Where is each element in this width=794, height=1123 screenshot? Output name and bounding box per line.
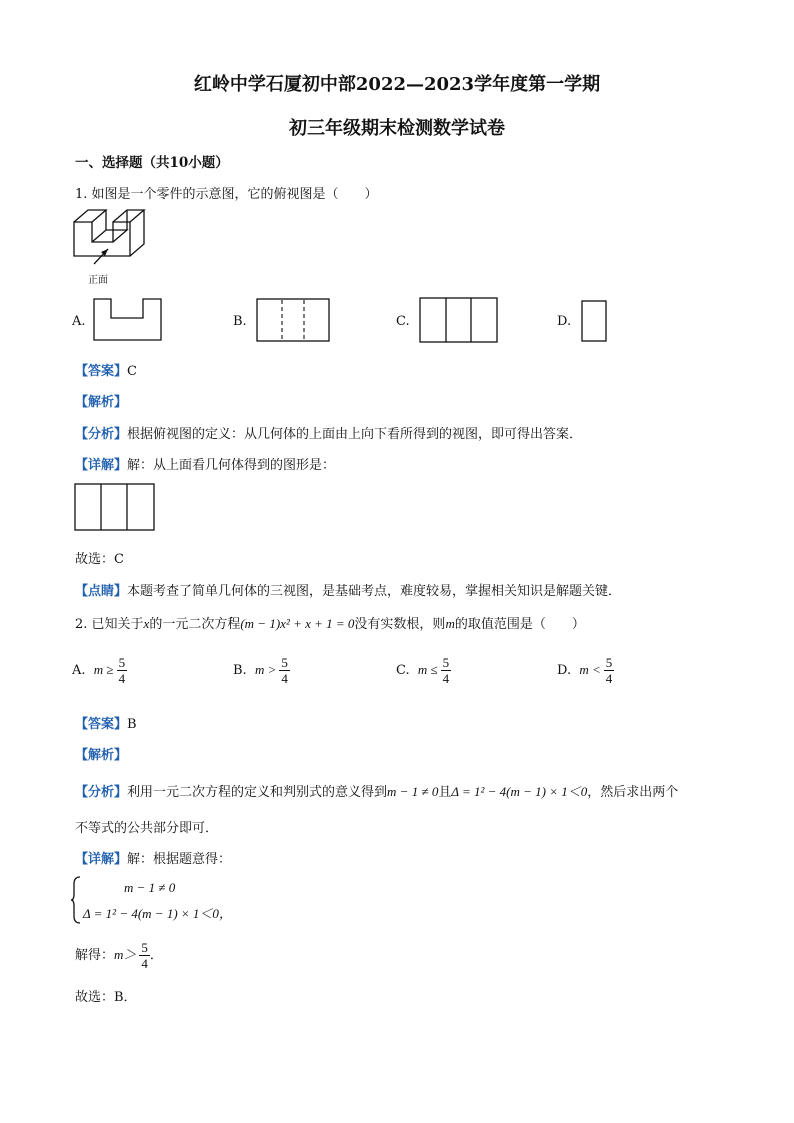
q2-option-a-lhs: m ≥ <box>93 662 114 677</box>
q2-fenxi-tag: 【分析】 <box>75 785 128 800</box>
q2-option-c <box>396 655 451 686</box>
q2-detail-text: 解：根据题意得： <box>127 852 232 867</box>
q2-stem-suffix: 的取值范围是（ ） <box>454 617 585 632</box>
q2-option-d-lhs: m < <box>579 662 601 677</box>
q2-detail <box>75 848 231 867</box>
q1-option-b-figure <box>256 298 331 342</box>
q2-system-line2-text: Δ = 1² − 4(m − 1) × 1＜0 <box>83 906 219 921</box>
q2-fenxi-text-a: 利用一元二次方程的定义和判别式的意义得到 <box>127 785 388 800</box>
q1-option-a-label: A. <box>72 314 86 329</box>
q2-solve-lhs: m＞ <box>114 947 137 962</box>
q2-system-line1: m − 1 ≠ 0 <box>124 880 176 895</box>
q1-part-figure <box>72 208 162 270</box>
q1-comment <box>75 580 621 599</box>
q1-answer-figure <box>74 483 156 531</box>
fraction-numerator: 5 <box>118 655 126 670</box>
q1-comment-text: 本题考查了简单几何体的三视图，是基础考点，难度较易，掌握相关知识是解题关键． <box>127 584 622 599</box>
q1-detail-text: 解：从上面看几何体得到的图形是： <box>127 458 336 473</box>
q2-solve <box>75 940 163 971</box>
q2-answer <box>75 713 137 732</box>
q1-choose: 故选：C <box>75 552 124 567</box>
q2-solve-fraction <box>139 940 150 971</box>
fraction-denominator: 4 <box>605 671 613 686</box>
q2-fenxi-math-2: Δ = 1² − 4(m − 1) × 1＜0 <box>451 784 588 799</box>
q1-option-d-figure <box>581 300 607 342</box>
q1-option-c-label: C. <box>396 314 410 329</box>
q1-stem: 1. 如图是一个零件的示意图，它的俯视图是（ ） <box>75 187 378 202</box>
q2-solve-prefix: 解得： <box>75 948 115 963</box>
q2-answer-tag: 【答案】 <box>75 717 128 732</box>
q2-stem-after-eq: 没有实数根，则 <box>354 617 446 632</box>
q2-choose: 故选：B． <box>75 990 137 1005</box>
q1-detail <box>75 454 335 473</box>
q1-fenxi-tag: 【分析】 <box>75 427 128 442</box>
q1-detail-tag: 【详解】 <box>75 458 128 473</box>
q1-option-a-figure <box>93 298 163 342</box>
q2-stem-var-m: m <box>445 616 455 631</box>
fraction-numerator: 5 <box>281 655 288 670</box>
q2-fenxi-text-b: ，然后求出两个 <box>587 785 679 800</box>
q1-answer <box>75 360 137 379</box>
q1-fenxi-text: 根据俯视图的定义：从几何体的上面由上向下看所得到的视图，即可得出答案． <box>127 427 583 442</box>
fraction-numerator: 5 <box>605 655 613 670</box>
q2-fenxi-math-1: m − 1 ≠ 0 <box>387 784 439 799</box>
q2-option-c-fraction <box>441 655 452 686</box>
q2-option-c-label: C. <box>396 663 410 678</box>
fraction-numerator: 5 <box>141 940 148 955</box>
q2-stem-equation: (m − 1)x² + x + 1 = 0 <box>240 616 355 631</box>
q1-comment-tag: 【点睛】 <box>75 584 128 599</box>
q2-system-line2 <box>83 903 232 922</box>
fraction-denominator: 4 <box>141 956 148 971</box>
q2-system-brace-icon <box>70 876 82 924</box>
q2-option-b-fraction <box>279 655 290 686</box>
q2-solve-end: ． <box>149 948 163 963</box>
q2-system-comma: ， <box>218 906 232 921</box>
q2-analysis-tag: 【解析】 <box>75 748 128 763</box>
exam-title-line2: 初三年级期末检测数学试卷 <box>289 118 505 139</box>
q1-option-d-label: D. <box>557 314 572 329</box>
q2-stem-prefix: 2. 已知关于 <box>75 617 144 632</box>
q2-option-d <box>557 655 614 686</box>
q2-option-b-lhs: m > <box>254 662 277 677</box>
q2-option-b <box>233 655 290 686</box>
q2-option-a-fraction <box>117 655 128 686</box>
q2-stem <box>75 613 585 632</box>
q2-fenxi-line1 <box>75 781 678 800</box>
section-heading: 一、选择题（共10小题） <box>75 155 229 171</box>
q2-fenxi-and: 且 <box>438 785 452 800</box>
q2-detail-tag: 【详解】 <box>75 852 128 867</box>
q1-answer-tag: 【答案】 <box>75 364 128 379</box>
q2-option-a-label: A. <box>72 663 86 678</box>
exam-title-line1: 红岭中学石厦初中部2022—2023学年度第一学期 <box>193 74 601 95</box>
q1-option-b-label: B. <box>233 314 247 329</box>
fraction-denominator: 4 <box>281 671 288 686</box>
q2-option-b-label: B. <box>233 663 247 678</box>
fraction-denominator: 4 <box>442 671 450 686</box>
q2-option-d-label: D. <box>557 663 572 678</box>
q2-stem-var-x: x <box>143 616 150 631</box>
fraction-numerator: 5 <box>442 655 450 670</box>
q1-analysis-tag: 【解析】 <box>75 395 128 410</box>
q2-option-a <box>72 655 127 686</box>
q2-fenxi-line2: 不等式的公共部分即可． <box>75 821 219 836</box>
q2-stem-mid: 的一元二次方程 <box>149 617 241 632</box>
q1-option-c-figure <box>419 297 499 343</box>
q1-figure-label: 正面 <box>88 275 108 286</box>
q1-fenxi <box>75 423 582 442</box>
q2-option-d-fraction <box>604 655 615 686</box>
q2-answer-value: B <box>127 717 137 732</box>
q1-answer-value: C <box>127 364 137 379</box>
fraction-denominator: 4 <box>118 671 126 686</box>
q2-option-c-lhs: m ≤ <box>417 662 438 677</box>
